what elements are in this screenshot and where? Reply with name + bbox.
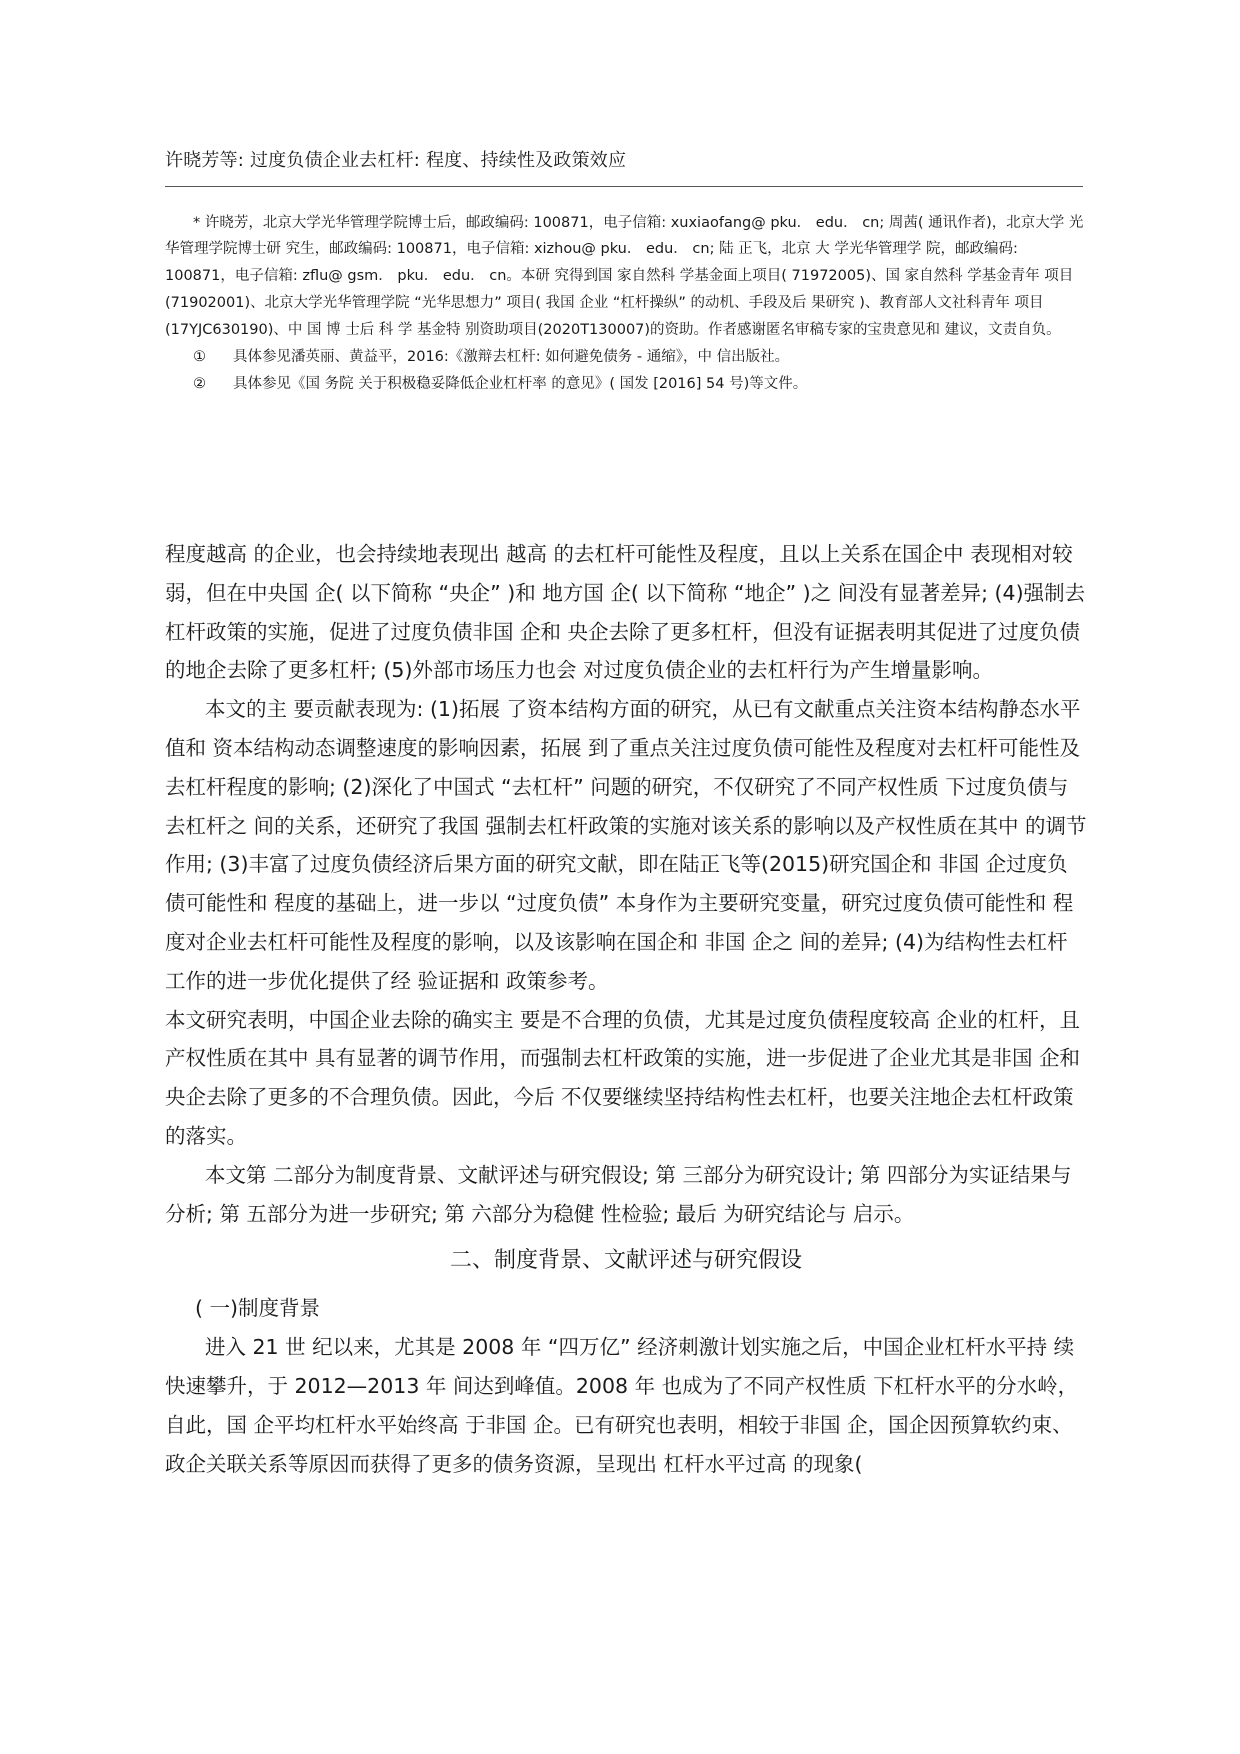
body-paragraph-3: 本文研究表明，中国企业去除的确实主 要是不合理的负债，尤其是过度负债程度较高 企业的杠杆，且产权性质在其中 具有显著的调节作用，而强制去杠杆政策的实施，进一步促进了企业尤其是非国 企和 央企去除了更多的不合理负债。因此，今后 不仅要继续坚持结构性去杠杆，也要关注地企去杠杆政策的落实。 xyxy=(165,1007,1081,1148)
section-title: 二、制度背景、文献评述与研究假设 xyxy=(449,1248,802,1274)
footnote-funding-1: 100871，电子信箱: zflu@ gsm． pku． edu． cn。本研 究得到国 家自然科 学基金面上项目( 71972005)、国 家自然科 学基金青年 项目 xyxy=(165,268,1074,284)
body-paragraph-2: 本文的主 要贡献表现为: (1)拓展 了资本结构方面的研究，从已有文献重点关注资本结构静态水平值和 资本结构动态调整速度的影响因素，拓展 到了重点关注过度负债可能性及程度对去杠杆可能性及去杠杆程度的影响; (2)深化了中国式 “去杠杆” 问题的研究，不仅研究了不同产权性质 下过度负债与 去杠杆之 间的关系，还研究了我国 强制去杠杆政策的实施对该关系的影响以及产权性质在其中 的调节作用; (3)丰富了过度负债经济后果方面的研究文献，即在陆正飞等(2015)研究国企和 非国 企过度负债可能性和 程度的基础上，进一步以 “过度负债” 本身作为主要研究变量，研究过度负债可能性和 程度对企业去杠杆可能性及程度的影响，以及该影响在国企和 非国 企之 间的差异; (4)为结构性去杠杆工作的进一步优化提供了经 验证据和 政策参考。 xyxy=(165,697,1087,993)
body-paragraph-1: 程度越高 的企业，也会持续地表现出 越高 的去杠杆可能性及程度，且以上关系在国企中 表现相对较弱，但在中央国 企( 以下简称 “央企” )和 地方国 企( 以下简称 “地企” )之 间没有显著差异; (4)强制去杠杆政策的实施，促进了过度负债非国 企和 央企去除了更多杠杆，但没有证据表明其促进了过度负债的地企去除了更多杠杆; (5)外部市场压力也会 对过度负债企业的去杠杆行为产生增量影响。 xyxy=(165,542,1086,683)
running-header: 许晓芳等: 过度负债企业去杠杆: 程度、持续性及政策效应 xyxy=(165,150,627,171)
footnote-1 xyxy=(165,344,1090,370)
body-paragraph-5: 进入 21 世 纪以来，尤其是 2008 年 “四万亿” 经济刺激计划实施之后，中国企业杠杆水平持 续快速攀升，于 2012—2013 年 间达到峰值。2008 年 也成为了不同产权性质 下杠杆水平的分水岭，自此，国 企平均杠杆水平始终高 于非国 企。已有研究也表明，相较于非国 企，国企因预算软约束、政企关联关系等原因而获得了更多的债务资源，呈现出 杠杆水平过高 的现象( xyxy=(165,1335,1079,1476)
body-paragraph-4: 本文第 二部分为制度背景、文献评述与研究假设; 第 三部分为研究设计; 第 四部分为实证结果与 分析; 第 五部分为进一步研究; 第 六部分为稳健 性检验; 最后 为研究结论与 启示。 xyxy=(165,1162,1072,1226)
footnote-2-mark: ② xyxy=(193,376,206,392)
footnote-2 xyxy=(165,371,1090,397)
footnotes xyxy=(165,210,1090,398)
footnote-1-text: 具体参见潘英丽、黄益平，2016:《激辩去杠杆: 如何避免债务 - 通缩》，中 信出版社。 xyxy=(233,349,790,365)
header-rule xyxy=(165,186,1083,187)
footnote-funding-3: (17YJC630190)、中 国 博 士后 科 学 基金特 别资助项目(2020T130007)的资助。作者感谢匿名审稿专家的宝贵意见和 建议，文责自负。 xyxy=(165,322,1061,338)
body-text xyxy=(165,535,1087,1483)
subsection-title: ( 一)制度背景 xyxy=(195,1296,321,1321)
footnote-author-note: * 许晓芳，北京大学光华管理学院博士后，邮政编码: 100871，电子信箱: xuxiaofang@ pku． edu． cn; 周茜( 通讯作者)，北京大学 光华管理学院博士研 究生，邮政编码: 100871，电子信箱: xizhou@ pku． edu． cn; 陆 正飞，北京 大 学光华管理学 院，邮政编码: xyxy=(165,215,1084,257)
footnote-funding-2: (71902001)、北京大学光华管理学院 “光华思想力” 项目( 我国 企业 “杠杆操纵” 的动机、手段及后 果研究 )、教育部人文社科青年 项目 xyxy=(165,295,1044,311)
footnote-2-text: 具体参见《国 务院 关于积极稳妥降低企业杠杆率 的意见》( 国发 [2016] 54 号)等文件。 xyxy=(233,376,808,392)
footnote-1-mark: ① xyxy=(193,349,206,365)
